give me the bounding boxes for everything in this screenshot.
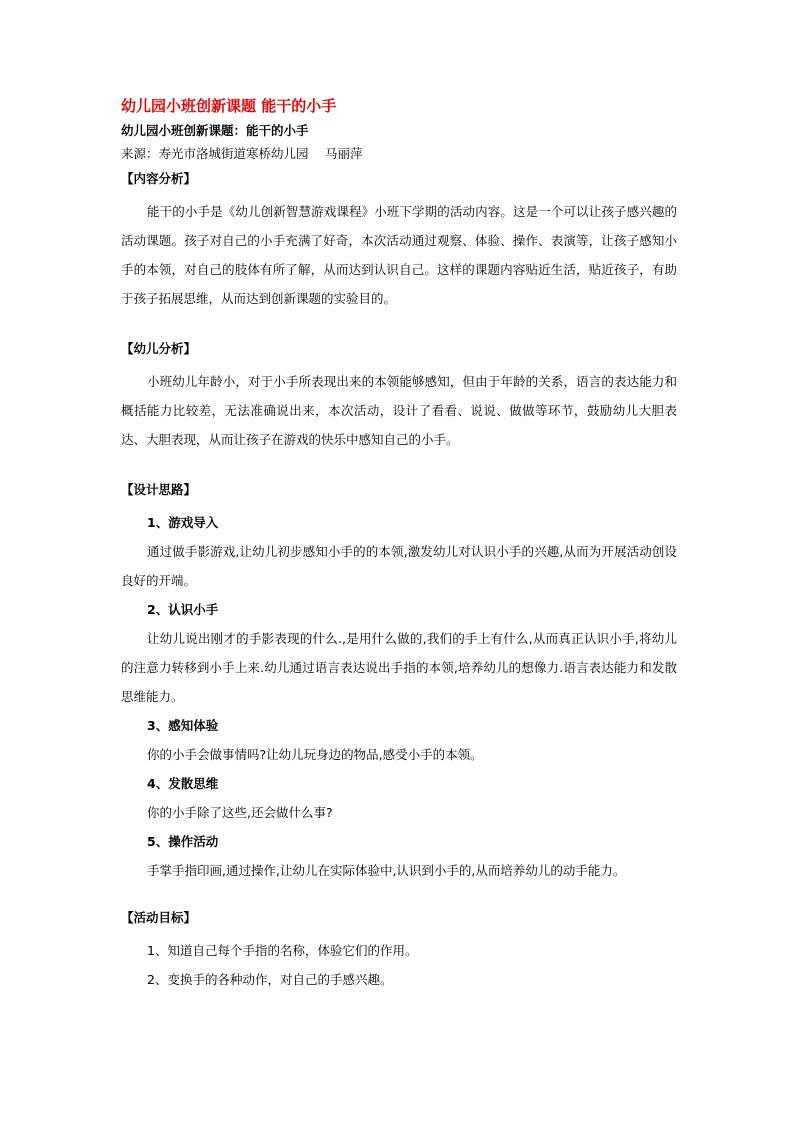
document-source: 来源：寿光市洛城街道寒桥幼儿园 马丽萍 (121, 146, 363, 161)
design-step-title: 2、认识小手 (147, 602, 219, 617)
design-step-text: 让幼儿说出刚才的手影表现的什么.,是用什么做的,我们的手上有什么,从而真正认识小手,将幼儿的注意力转移到小手上来.幼儿通过语言表达说出手指的本领,培养幼儿的想像力.语言表达能力和发散思维能力。 (121, 631, 677, 704)
section-heading-child-analysis: 【幼儿分析】 (121, 341, 197, 356)
design-step-text: 你的小手会做事情吗?让幼儿玩身边的物品,感受小手的本领。 (147, 747, 483, 762)
child-analysis-paragraph: 小班幼儿年龄小，对于小手所表现出来的本领能够感知，但由于年龄的关系，语言的表达能力和概括能力比较差，无法准确说出来，本次活动，设计了看看、说说、做做等环节，鼓励幼儿大胆表达、大胆表现，从而让孩子在游戏的快乐中感知自己的小手。 (121, 374, 677, 447)
goal-item: 1、知道自己每个手指的名称，体验它们的作用。 (147, 943, 418, 958)
document-page (121, 96, 677, 994)
spacer (121, 313, 677, 340)
spacer (121, 454, 677, 481)
design-step-title: 1、游戏导入 (147, 515, 219, 530)
design-step-text: 通过做手影游戏,让幼儿初步感知小手的的本领,激发幼儿对认识小手的兴趣,从而为开展活动创设良好的开端。 (121, 544, 677, 588)
section-heading-content-analysis: 【内容分析】 (121, 171, 197, 186)
design-step-title: 3、感知体验 (147, 718, 219, 733)
design-step-title: 4、发散思维 (147, 776, 219, 791)
content-analysis-paragraph: 能干的小手是《幼儿创新智慧游戏课程》小班下学期的活动内容。这是一个可以让孩子感兴趣的活动课题。孩子对自己的小手充满了好奇，本次活动通过观察、体验、操作、表演等，让孩子感知小手的本领，对自己的肢体有所了解，从而达到认识自己。这样的课题内容贴近生活，贴近孩子，有助于孩子拓展思维，从而达到创新课题的实验目的。 (121, 204, 677, 306)
design-step-text: 手掌手指印画,通过操作,让幼儿在实际体验中,认识到小手的,从而培养幼儿的动手能力。 (147, 863, 626, 878)
section-heading-goals: 【活动目标】 (121, 910, 197, 925)
document-title: 幼儿园小班创新课题 能干的小手 (121, 97, 337, 115)
spacer (121, 885, 677, 909)
section-heading-design: 【设计思路】 (121, 482, 197, 497)
design-step-title: 5、操作活动 (147, 834, 219, 849)
goal-item: 2、变换手的各种动作，对自己的手感兴趣。 (147, 972, 393, 987)
design-step-text: 你的小手除了这些,还会做什么事? (147, 805, 333, 820)
document-subtitle: 幼儿园小班创新课题：能干的小手 (121, 123, 309, 138)
